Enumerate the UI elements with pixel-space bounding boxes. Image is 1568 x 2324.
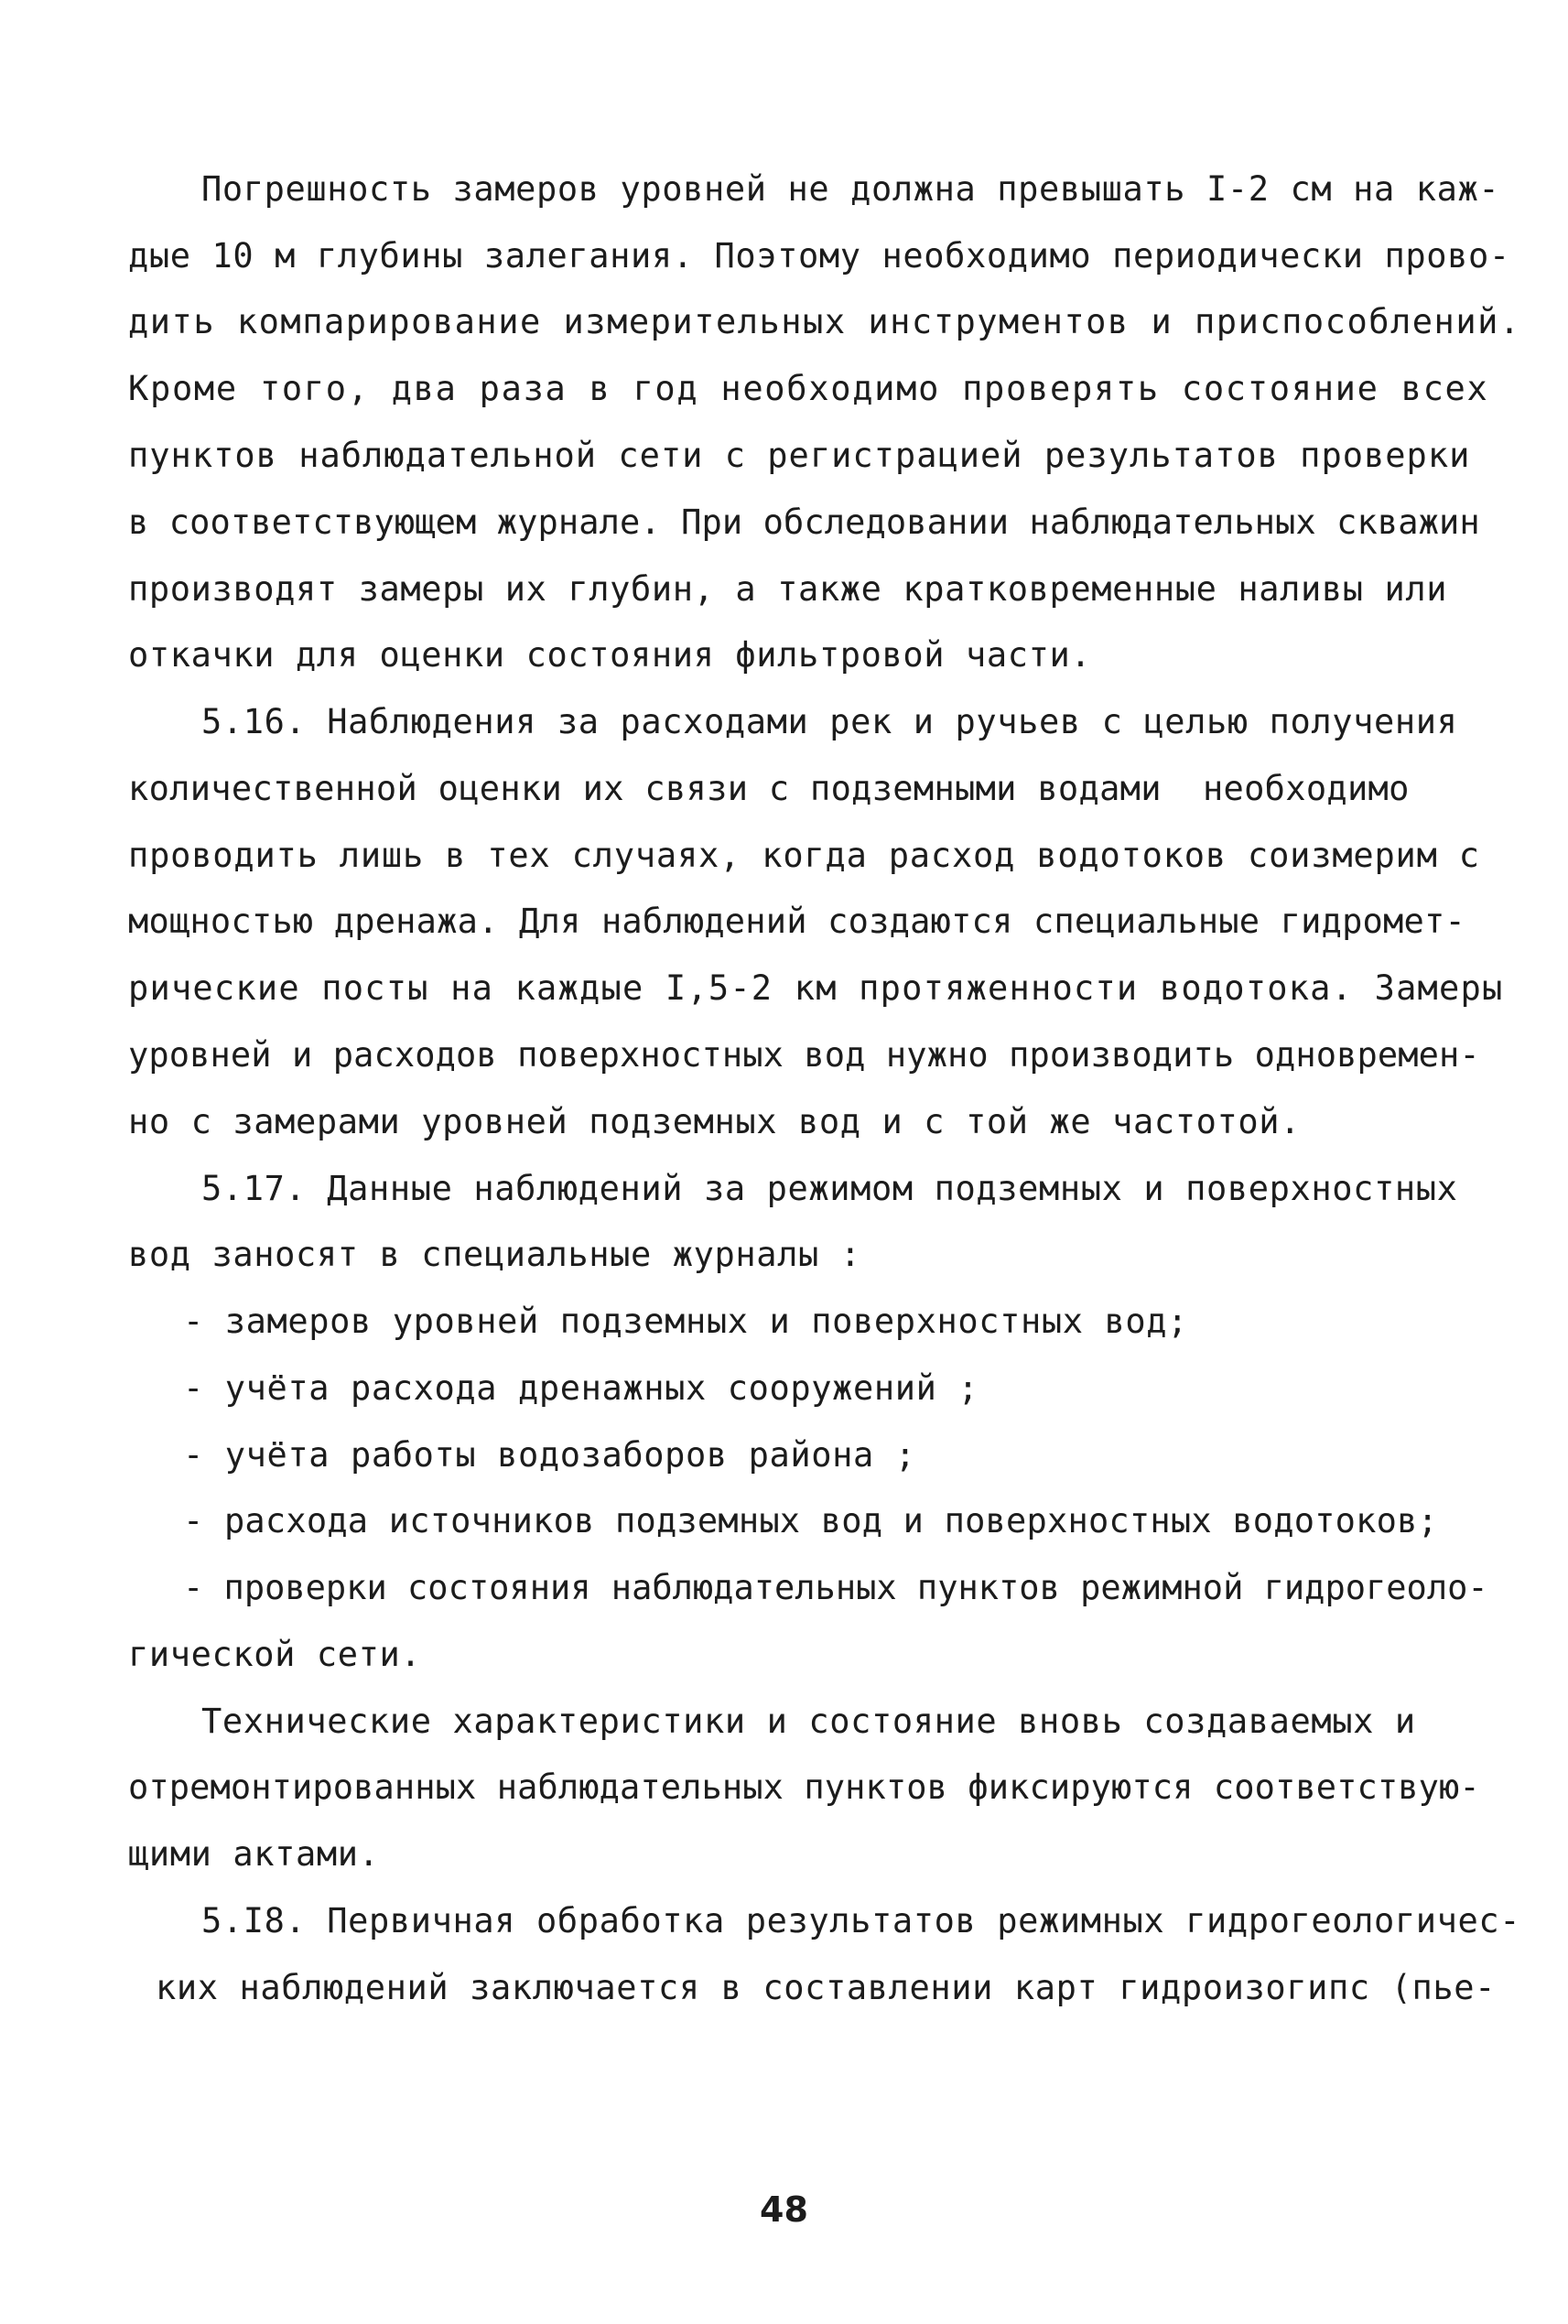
list-item: - расхода источников подземных вод и поверхностных водотоков; [183, 1501, 1439, 1540]
text-line: щими актами. [128, 1834, 380, 1874]
text-line: количественной оценки их связи с подземными водами необходимо [128, 769, 1410, 808]
text-line: 5.I8. Первичная обработка результатов режимных гидрогеологичес- [201, 1901, 1521, 1940]
text-line: ких наблюдений заключается в составлении карт гидроизогипс (пье- [156, 1968, 1497, 2007]
text-line: Технические характеристики и состояние вновь создаваемых и [201, 1702, 1416, 1741]
text-line: мощностью дренажа. Для наблюдений создаются специальные гидромет- [128, 902, 1465, 941]
text-line: уровней и расходов поверхностных вод нужно производить одновремен- [128, 1035, 1480, 1075]
text-line: в соответствующем журнале. При обследовании наблюдательных скважин [128, 503, 1480, 542]
text-line: но с замерами уровней подземных вод и с той же частотой. [128, 1102, 1302, 1141]
list-item: - учёта работы водозаборов района ; [183, 1435, 916, 1475]
text-line: отремонтированных наблюдательных пунктов фиксируются соответствую- [128, 1767, 1480, 1807]
text-line: дить компарирование измерительных инструментов и приспособлений. [128, 302, 1521, 341]
text-line: 5.17. Данные наблюдений за режимом подземных и поверхностных [201, 1169, 1458, 1208]
text-line: производят замеры их глубин, а также кратковременные наливы или [128, 569, 1448, 609]
text-line: 5.16. Наблюдения за расходами рек и ручьев с целью получения [201, 702, 1458, 741]
text-line: пунктов наблюдательной сети с регистрацией результатов проверки [128, 436, 1471, 475]
text-line: рические посты на каждые I,5-2 км протяженности водотока. Замеры [128, 968, 1504, 1008]
text-line: вод заносят в специальные журналы : [128, 1235, 861, 1274]
text-line: откачки для оценки состояния фильтровой части. [128, 635, 1092, 675]
text-line: Кроме того, два раза в год необходимо проверять состояние всех [128, 369, 1489, 408]
text-line: проводить лишь в тех случаях, когда расход водотоков соизмерим с [128, 836, 1480, 875]
text-line: Погрешность замеров уровней не должна превышать I-2 см на каж- [201, 169, 1500, 209]
text-line: гической сети. [128, 1635, 422, 1674]
list-item: - проверки состояния наблюдательных пунктов режимной гидрогеоло- [183, 1568, 1488, 1607]
page-number: 48 [760, 2189, 808, 2230]
list-item: - учёта расхода дренажных сооружений ; [183, 1368, 979, 1408]
text-line: дые 10 м глубины залегания. Поэтому необходимо периодически прово- [128, 236, 1510, 276]
list-item: - замеров уровней подземных и поверхностных вод; [183, 1302, 1189, 1341]
